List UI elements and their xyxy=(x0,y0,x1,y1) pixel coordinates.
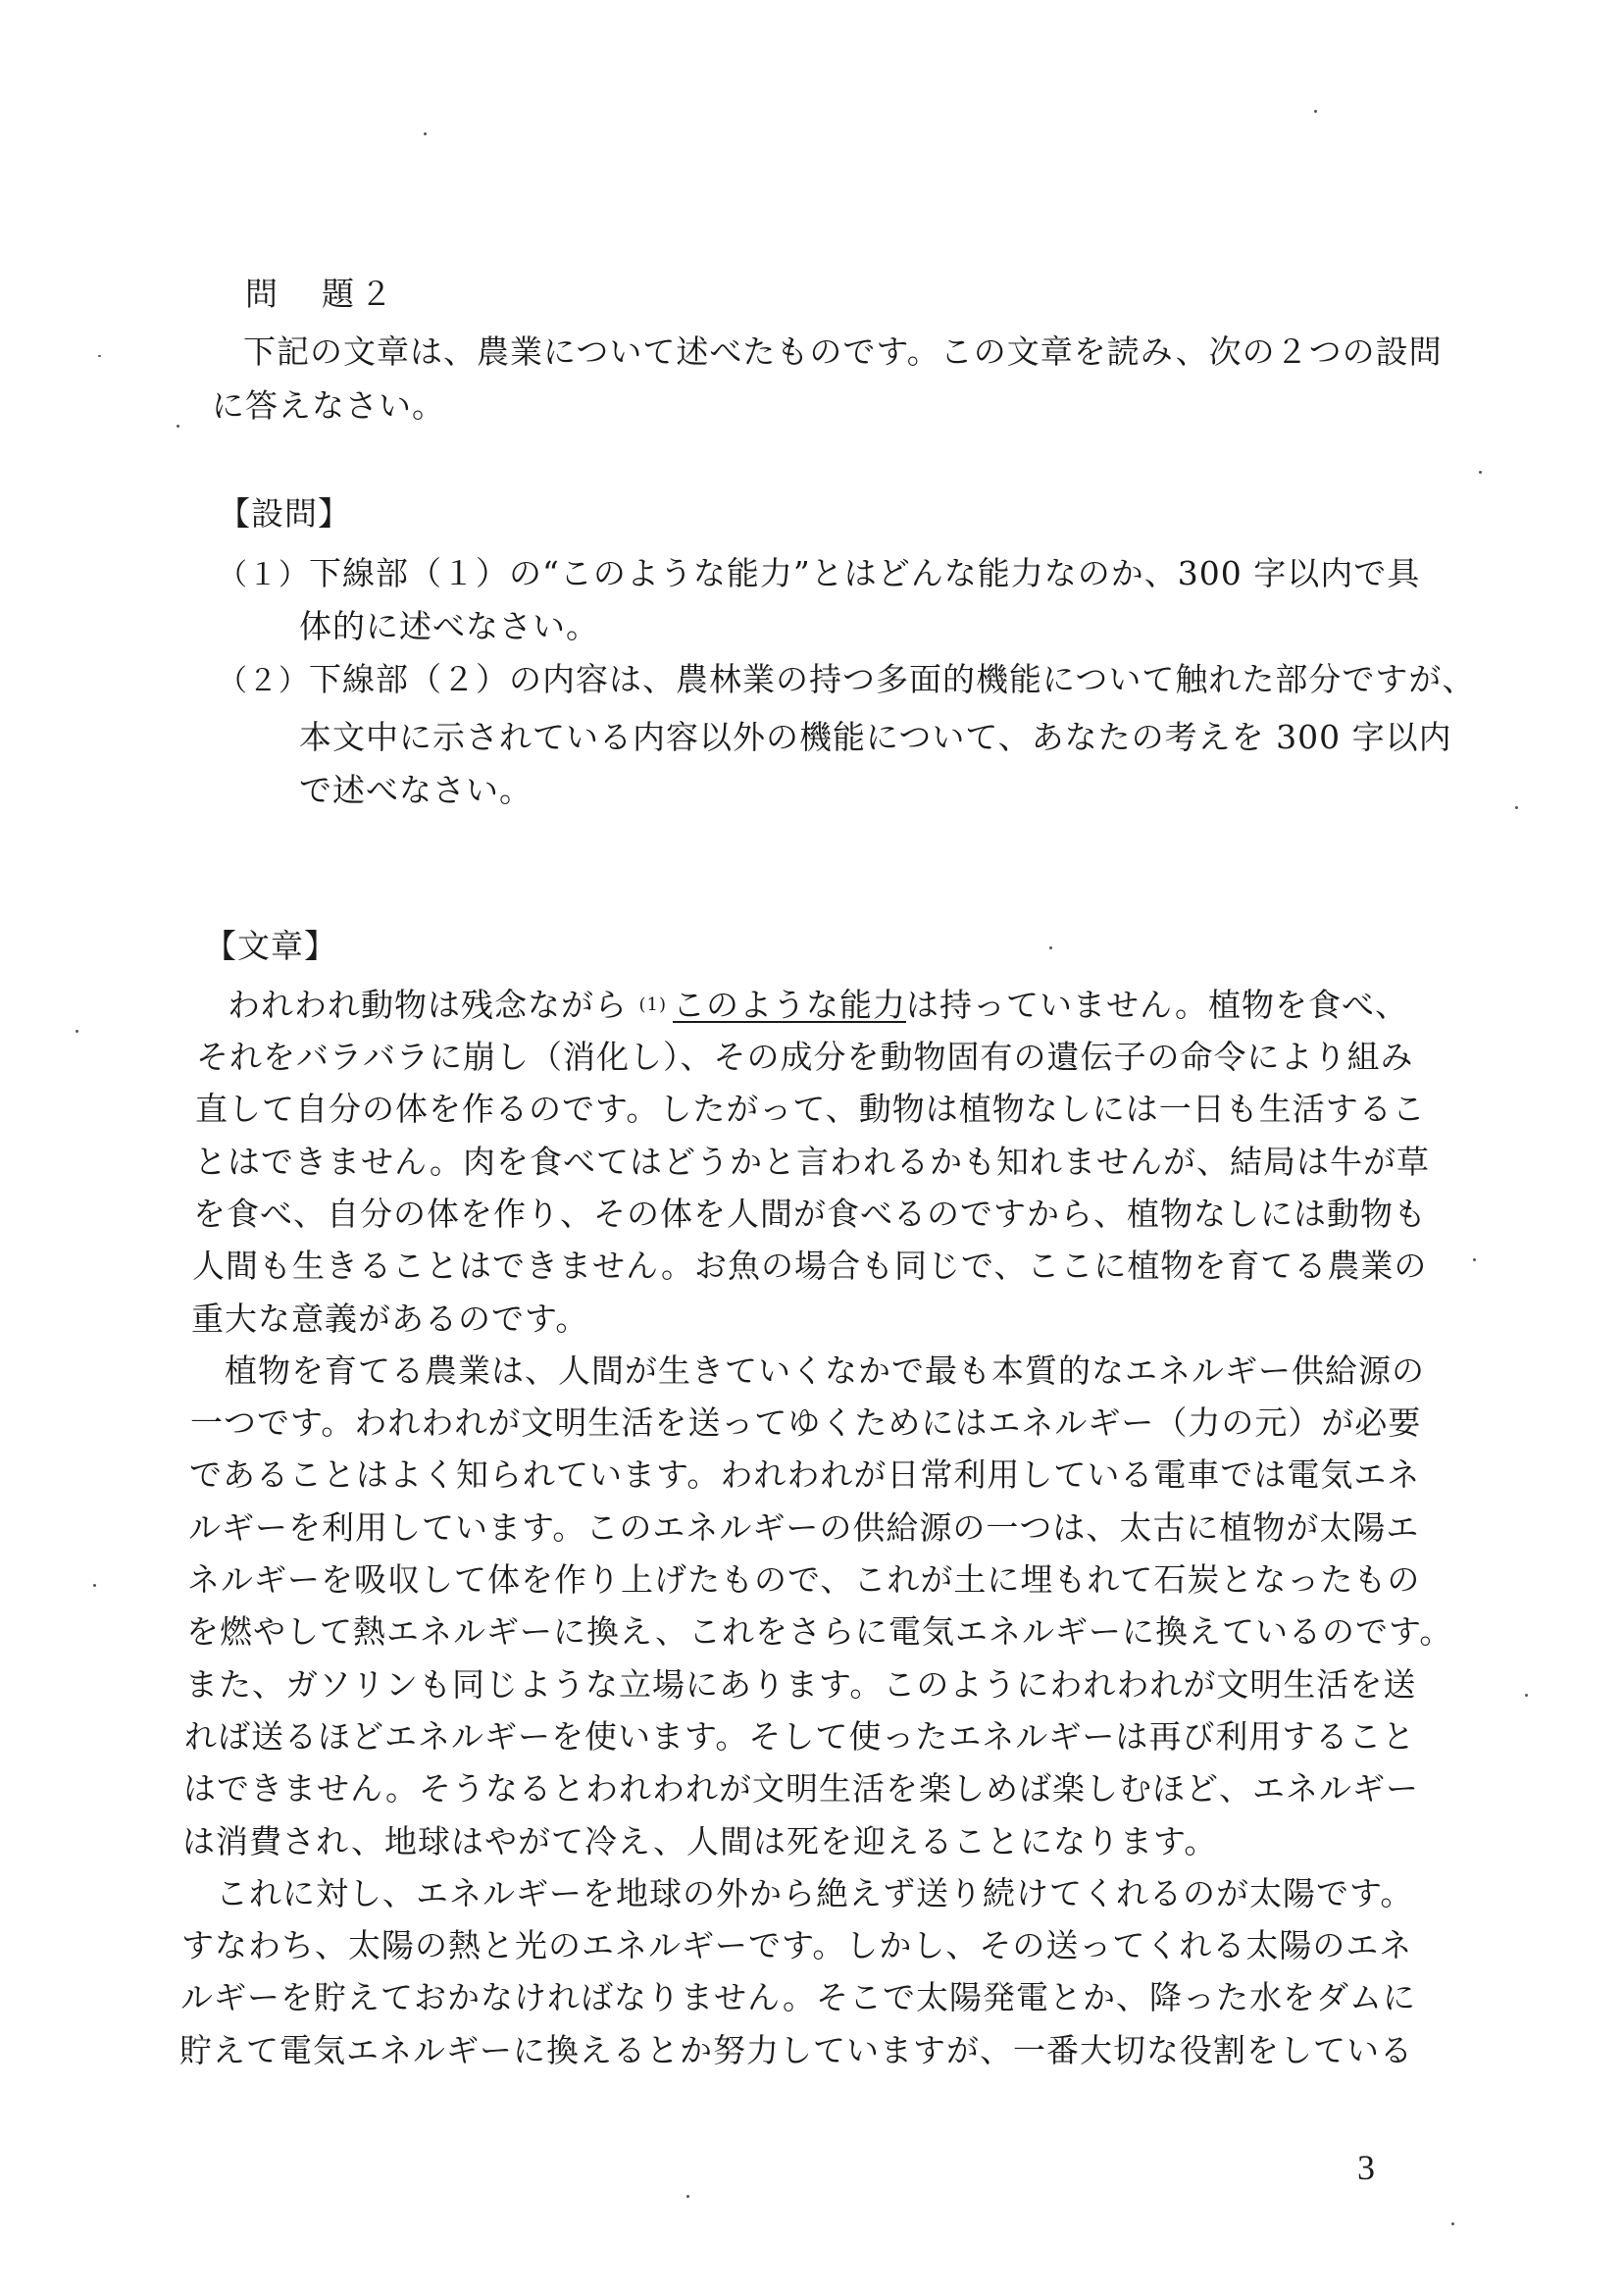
scan-speck xyxy=(1473,1258,1476,1261)
body-line: を燃やして熱エネルギーに換え、これをさらに電気エネルギーに換えているのです。 xyxy=(186,1612,1453,1651)
body-line: これに対し、エネルギーを地球の外から絶えず送り続けてくれるのが太陽です。 xyxy=(182,1874,1414,1912)
scan-speck xyxy=(424,132,427,135)
questions-header: 【設問】 xyxy=(218,494,351,533)
scan-speck xyxy=(686,2195,689,2198)
scan-speck xyxy=(177,425,179,428)
body-line: それをバラバラに崩し（消化し）、その成分を動物固有の遺伝子の命令により組み xyxy=(196,1038,1414,1076)
question-2-number: （２） xyxy=(218,664,309,698)
body-line-first xyxy=(228,984,1408,1027)
body-line: 人間も生きることはできません。お魚の場合も同じで、ここに植物を育てる農業の xyxy=(192,1247,1428,1285)
scan-speck xyxy=(1314,110,1317,113)
scan-speck xyxy=(98,355,101,357)
question-1-number: （１） xyxy=(218,558,309,592)
body-line: ルギーを利用しています。このエネルギーの供給源の一つは、太古に植物が太陽エ xyxy=(188,1508,1420,1547)
scan-speck xyxy=(93,1584,96,1587)
question-2-line-2: 本文中に示されている内容以外の機能について、あなたの考えを 300 字以内 xyxy=(299,718,1452,756)
body-line: を食べ、自分の体を作り、その体を人間が食べるのですから、植物なしには動物も xyxy=(193,1195,1427,1233)
scan-speck xyxy=(1479,471,1482,474)
scan-speck xyxy=(1451,2222,1454,2225)
scan-speck xyxy=(1515,806,1518,809)
underlined-phrase: このような能力 xyxy=(673,986,906,1024)
body-line: また、ガソリンも同じような立場にあります。このようにわれわれが文明生活を送 xyxy=(185,1665,1417,1704)
scan-speck xyxy=(1525,1694,1528,1697)
question-1-line-2: 体的に述べなさい。 xyxy=(299,607,599,645)
underline-ref-mark: (1) xyxy=(638,994,667,1015)
question-1-line-1 xyxy=(218,552,1420,597)
body-line: はできません。そうなるとわれわれが文明生活を楽しめば楽しむほど、エネルギー xyxy=(183,1769,1419,1808)
question-2-text-1: 下線部（２）の内容は、農林業の持つ多面的機能について触れた部分ですが、 xyxy=(309,660,1476,698)
body-line: とはできません。肉を食べてはどうかと言われるかも知れませんが、結局は牛が草 xyxy=(194,1143,1430,1181)
question-1-text-1: 下線部（１）の“このような能力”とはどんな能力なのか、300 字以内で具 xyxy=(309,554,1421,592)
body-line: であることはよく知られています。われわれが日常利用している電車では電気エネ xyxy=(189,1455,1421,1494)
body-line: れば送るほどエネルギーを使います。そして使ったエネルギーは再び利用すること xyxy=(184,1717,1416,1756)
body-line: 貯えて電気エネルギーに換えるとか努力していますが、一番大切な役割をしている xyxy=(179,2031,1413,2069)
body-line: 一つです。われわれが文明生活を送ってゆくためにはエネルギー（力の元）が必要 xyxy=(190,1403,1422,1442)
body-line: 植物を育てる農業は、人間が生きていくなかで最も本質的なエネルギー供給源の xyxy=(191,1351,1425,1390)
instructions-line-1: 下記の文章は、農業について述べたものです。この文章を読み、次の２つの設問 xyxy=(243,332,1443,371)
body-line: は消費され、地球はやがて冷え、人間は死を迎えることになります。 xyxy=(182,1822,1218,1861)
body-line: 直して自分の体を作るのです。したがって、動物は植物なしには一日も生活するこ xyxy=(195,1090,1426,1128)
text-header: 【文章】 xyxy=(204,927,337,965)
question-2-line-3: で述べなさい。 xyxy=(299,771,533,809)
body-first-before: われわれ動物は残念ながら xyxy=(228,986,628,1024)
body-line: ルギーを貯えておかなければなりません。そこで太陽発電とか、降った水をダムに xyxy=(180,1978,1416,2016)
question-2-line-1 xyxy=(218,658,1475,703)
page-number: 3 xyxy=(1357,2148,1375,2187)
body-line: すなわち、太陽の熱と光のエネルギーです。しかし、その送ってくれる太陽のエネ xyxy=(181,1926,1413,1964)
body-line: 重大な意義があるのです。 xyxy=(191,1300,589,1338)
instructions-line-2: に答えなさい。 xyxy=(212,386,445,425)
problem-heading: 問 題２ xyxy=(245,275,398,313)
body-first-after: は持っていません。植物を食べ、 xyxy=(906,986,1408,1024)
scan-speck xyxy=(76,1030,78,1033)
body-line: ネルギーを吸収して体を作り上げたもので、これが土に埋もれて石炭となったもの xyxy=(187,1560,1421,1599)
scan-speck xyxy=(1049,946,1052,949)
